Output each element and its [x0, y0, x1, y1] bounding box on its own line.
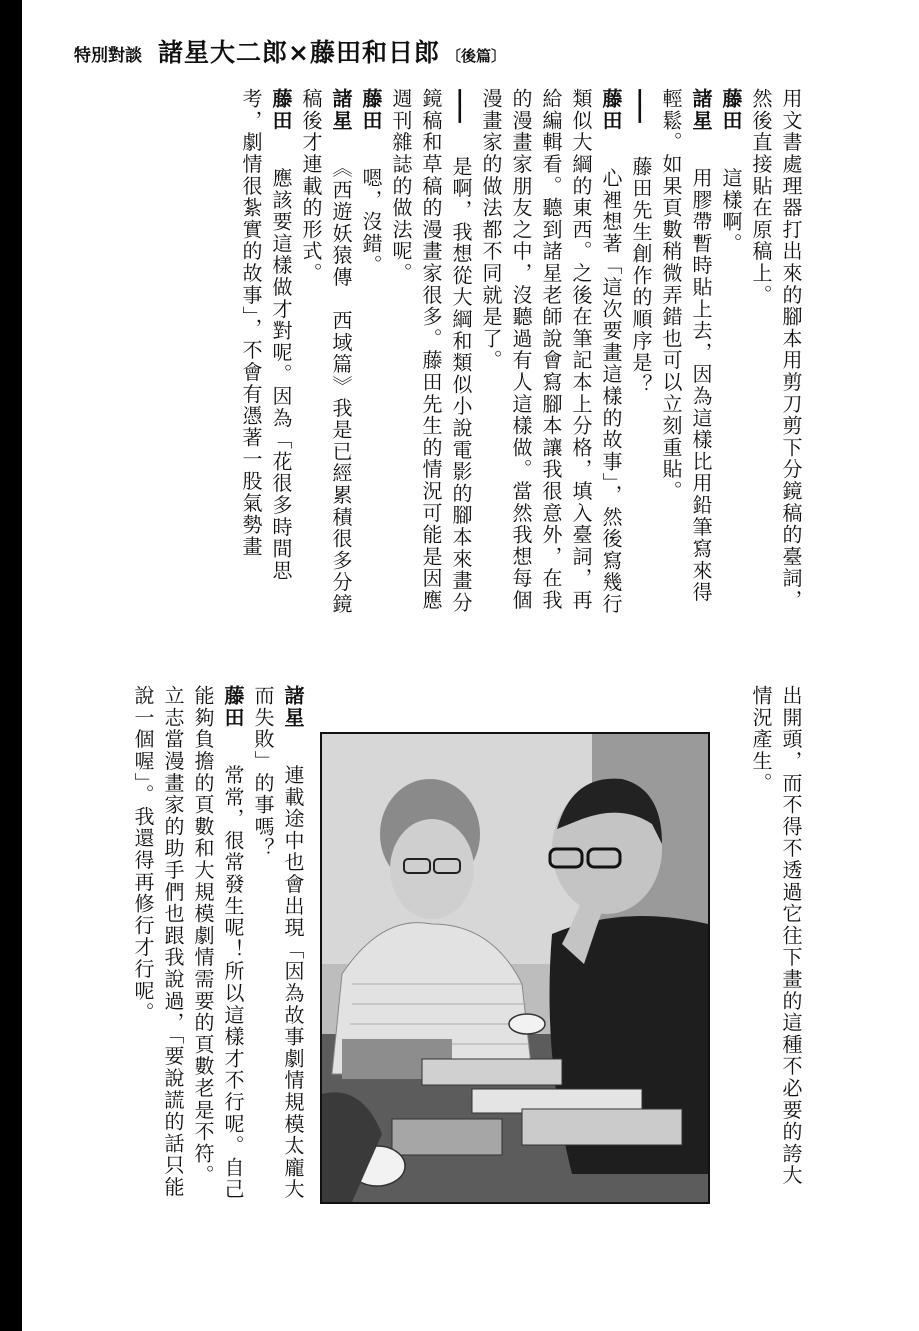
dialogue-paragraph	[128, 685, 248, 1205]
dialogue-paragraph	[248, 685, 308, 1205]
dialogue-text: 心裡想著「這次要畫這樣的故事」，然後寫幾行類似大綱的東西。之後在筆記本上分格，填入臺詞，再給編輯看。聽到諸星老師說會寫腳本讓我很意外，在我的漫畫家朋友之中，沒聽過有人這樣做。當然我想每個漫畫家的做法都不同就是了。	[479, 88, 623, 616]
dialogue-paragraph	[746, 88, 806, 618]
interviewer-dash: ——	[449, 88, 473, 120]
dialogue-paragraph	[656, 88, 716, 618]
dialogue-text: 是啊，我想從大綱和類似小說電影的腳本來畫分鏡稿和草稿的漫畫家很多。藤田先生的情況可能是因應週刊雜誌的做法呢。	[389, 88, 473, 614]
speaker-name: 藤田	[269, 88, 293, 132]
dialogue-text: 《西遊妖猿傳 西域篇》我是已經累積很多分鏡稿後才連載的形式。	[299, 88, 353, 616]
speaker-name: 藤田	[719, 88, 743, 132]
article-header	[74, 33, 506, 67]
dialogue-text: 藤田先生創作的順序是？	[629, 155, 653, 396]
dialogue-paragraph	[296, 88, 356, 618]
dialogue-paragraph	[476, 88, 626, 618]
interview-photo-illustration	[322, 734, 708, 1202]
header-title: 諸星大二郎×藤田和日郎	[158, 38, 440, 67]
dialogue-paragraph	[626, 88, 656, 618]
dialogue-paragraph	[746, 685, 806, 1205]
header-part: 〔後篇〕	[445, 47, 506, 65]
speaker-name: 諸星	[281, 685, 305, 729]
interview-photo	[320, 732, 710, 1204]
dialogue-paragraph	[386, 88, 476, 618]
dialogue-text: 嗯，沒錯。	[359, 167, 383, 277]
dialogue-text: 出開頭，而不得不透過它往下畫的這種不必要的誇大情況產生。	[749, 685, 803, 1187]
dialogue-text: 用膠帶暫時貼上去，因為這樣比用鉛筆寫來得輕鬆。如果頁數稍微弄錯也可以立刻重貼。	[659, 88, 713, 604]
upper-text-column	[76, 88, 806, 618]
speaker-name: 藤田	[221, 685, 245, 729]
dialogue-text: 應該要這樣做才對呢。因為「花很多時間思考，劇情很紮實的故事」，不會有憑著一股氣勢畫	[239, 88, 293, 582]
speaker-name: 藤田	[599, 88, 623, 132]
dialogue-text: 用文書處理器打出來的腳本用剪刀剪下分鏡稿的臺詞，然後直接貼在原稿上。	[749, 88, 803, 612]
page-spine-edge	[0, 0, 22, 1331]
dialogue-text: 常常，很常發生呢！所以這樣才不行呢。自己能夠負擔的頁數和大規模劇情需要的頁數老是不符。立志當漫畫家的助手們也跟我說過，「要說謊的話只能說一個喔」。我還得再修行才行呢。	[131, 685, 245, 1201]
interviewer-dash: ——	[629, 88, 653, 120]
speaker-name: 藤田	[359, 88, 383, 132]
dialogue-text: 這樣啊。	[719, 167, 743, 255]
dialogue-paragraph	[356, 88, 386, 618]
speaker-name: 諸星	[329, 88, 353, 132]
lower-left-text-column	[76, 685, 308, 1205]
header-label: 特別對談	[74, 46, 142, 66]
dialogue-text: 連載途中也會出現「因為故事劇情規模太龐大而失敗」的事嗎？	[251, 685, 305, 1201]
lower-right-text-column	[740, 685, 806, 1205]
speaker-name: 諸星	[689, 88, 713, 132]
dialogue-paragraph	[236, 88, 296, 618]
dialogue-paragraph	[716, 88, 746, 618]
